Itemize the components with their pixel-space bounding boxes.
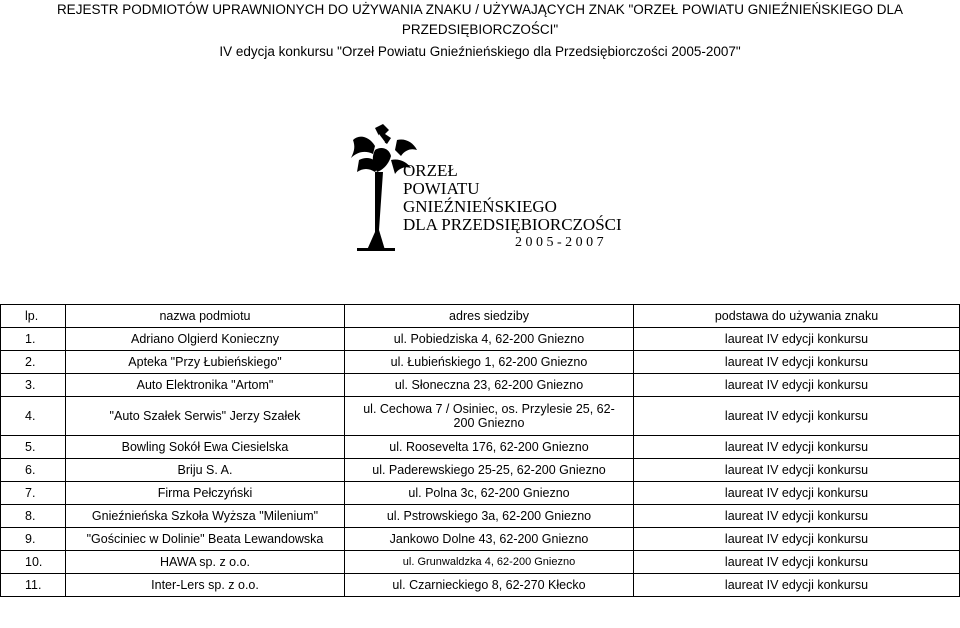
title-line-1: REJESTR PODMIOTÓW UPRAWNIONYCH DO UŻYWANIA ZNAKU / UŻYWAJĄCYCH ZNAK "ORZEŁ POWIATU GNIEŹNIEŃSKIEGO DLA [56, 2, 904, 17]
cell-basis: laureat IV edycji konkursu [634, 397, 960, 436]
cell-address: ul. Pobiedziska 4, 62-200 Gniezno [345, 328, 634, 351]
cell-name: Inter-Lers sp. z o.o. [66, 574, 345, 597]
cell-address: ul. Polna 3c, 62-200 Gniezno [345, 482, 634, 505]
col-header-address: adres siedziby [345, 305, 634, 328]
table-row [1, 328, 960, 351]
logo-text-3: GNIEŹNIEŃSKIEGO [403, 197, 557, 216]
title-line-2: PRZEDSIĘBIORCZOŚCI" [401, 22, 559, 37]
cell-address: ul. Roosevelta 176, 62-200 Gniezno [345, 436, 634, 459]
table-row [1, 351, 960, 374]
cell-name: Auto Elektronika "Artom" [66, 374, 345, 397]
table-row [1, 397, 960, 436]
table-header-row [1, 305, 960, 328]
cell-basis: laureat IV edycji konkursu [634, 505, 960, 528]
cell-lp: 3. [1, 374, 66, 397]
cell-address: ul. Grunwaldzka 4, 62-200 Gniezno [345, 551, 634, 574]
cell-address: ul. Pstrowskiego 3a, 62-200 Gniezno [345, 505, 634, 528]
logo-years: 2 0 0 5 - 2 0 0 7 [515, 235, 604, 250]
cell-lp: 10. [1, 551, 66, 574]
cell-lp: 4. [1, 397, 66, 436]
cell-basis: laureat IV edycji konkursu [634, 528, 960, 551]
table-row [1, 551, 960, 574]
cell-address [345, 397, 634, 436]
cell-name: "Gościniec w Dolinie" Beata Lewandowska [66, 528, 345, 551]
cell-lp: 6. [1, 459, 66, 482]
cell-lp: 9. [1, 528, 66, 551]
table-row [1, 436, 960, 459]
col-header-basis: podstawa do używania znaku [634, 305, 960, 328]
logo-text-4: DLA PRZEDSIĘBIORCZOŚCI [403, 215, 622, 234]
cell-name: HAWA sp. z o.o. [66, 551, 345, 574]
cell-lp: 8. [1, 505, 66, 528]
table-row [1, 482, 960, 505]
cell-lp: 7. [1, 482, 66, 505]
table-row [1, 505, 960, 528]
cell-lp: 5. [1, 436, 66, 459]
cell-lp: 2. [1, 351, 66, 374]
cell-address: Jankowo Dolne 43, 62-200 Gniezno [345, 528, 634, 551]
cell-address: ul. Łubieńskiego 1, 62-200 Gniezno [345, 351, 634, 374]
cell-address-line-1: ul. Cechowa 7 / Osiniec, os. Przylesie 25, 62- [363, 402, 615, 416]
cell-name: Briju S. A. [66, 459, 345, 482]
cell-basis: laureat IV edycji konkursu [634, 574, 960, 597]
cell-basis: laureat IV edycji konkursu [634, 551, 960, 574]
col-header-lp: lp. [1, 305, 66, 328]
document-subtitle: IV edycja konkursu "Orzeł Powiatu Gnieźnieńskiego dla Przedsiębiorczości 2005-2007" [219, 44, 741, 59]
logo-text-1: ORZEŁ [403, 161, 458, 180]
cell-name: "Auto Szałek Serwis" Jerzy Szałek [66, 397, 345, 436]
cell-address: ul. Paderewskiego 25-25, 62-200 Gniezno [345, 459, 634, 482]
cell-address: ul. Słoneczna 23, 62-200 Gniezno [345, 374, 634, 397]
cell-name: Adriano Olgierd Konieczny [66, 328, 345, 351]
table-row [1, 528, 960, 551]
cell-name: Apteka "Przy Łubieńskiego" [66, 351, 345, 374]
table-row [1, 374, 960, 397]
cell-lp: 1. [1, 328, 66, 351]
logo-text-2: POWIATU [403, 179, 480, 198]
cell-basis: laureat IV edycji konkursu [634, 351, 960, 374]
cell-basis: laureat IV edycji konkursu [634, 482, 960, 505]
cell-basis: laureat IV edycji konkursu [634, 459, 960, 482]
table-row [1, 574, 960, 597]
cell-basis: laureat IV edycji konkursu [634, 436, 960, 459]
logo [345, 120, 645, 255]
cell-basis: laureat IV edycji konkursu [634, 374, 960, 397]
cell-address-line-2: 200 Gniezno [453, 416, 525, 430]
cell-address: ul. Czarnieckiego 8, 62-270 Kłecko [345, 574, 634, 597]
register-table [0, 304, 960, 597]
cell-name: Firma Pełczyński [66, 482, 345, 505]
cell-name: Gnieźnieńska Szkoła Wyższa "Milenium" [66, 505, 345, 528]
col-header-name: nazwa podmiotu [66, 305, 345, 328]
document-title [0, 0, 960, 40]
table-row [1, 459, 960, 482]
cell-name: Bowling Sokół Ewa Ciesielska [66, 436, 345, 459]
cell-lp: 11. [1, 574, 66, 597]
cell-basis: laureat IV edycji konkursu [634, 328, 960, 351]
